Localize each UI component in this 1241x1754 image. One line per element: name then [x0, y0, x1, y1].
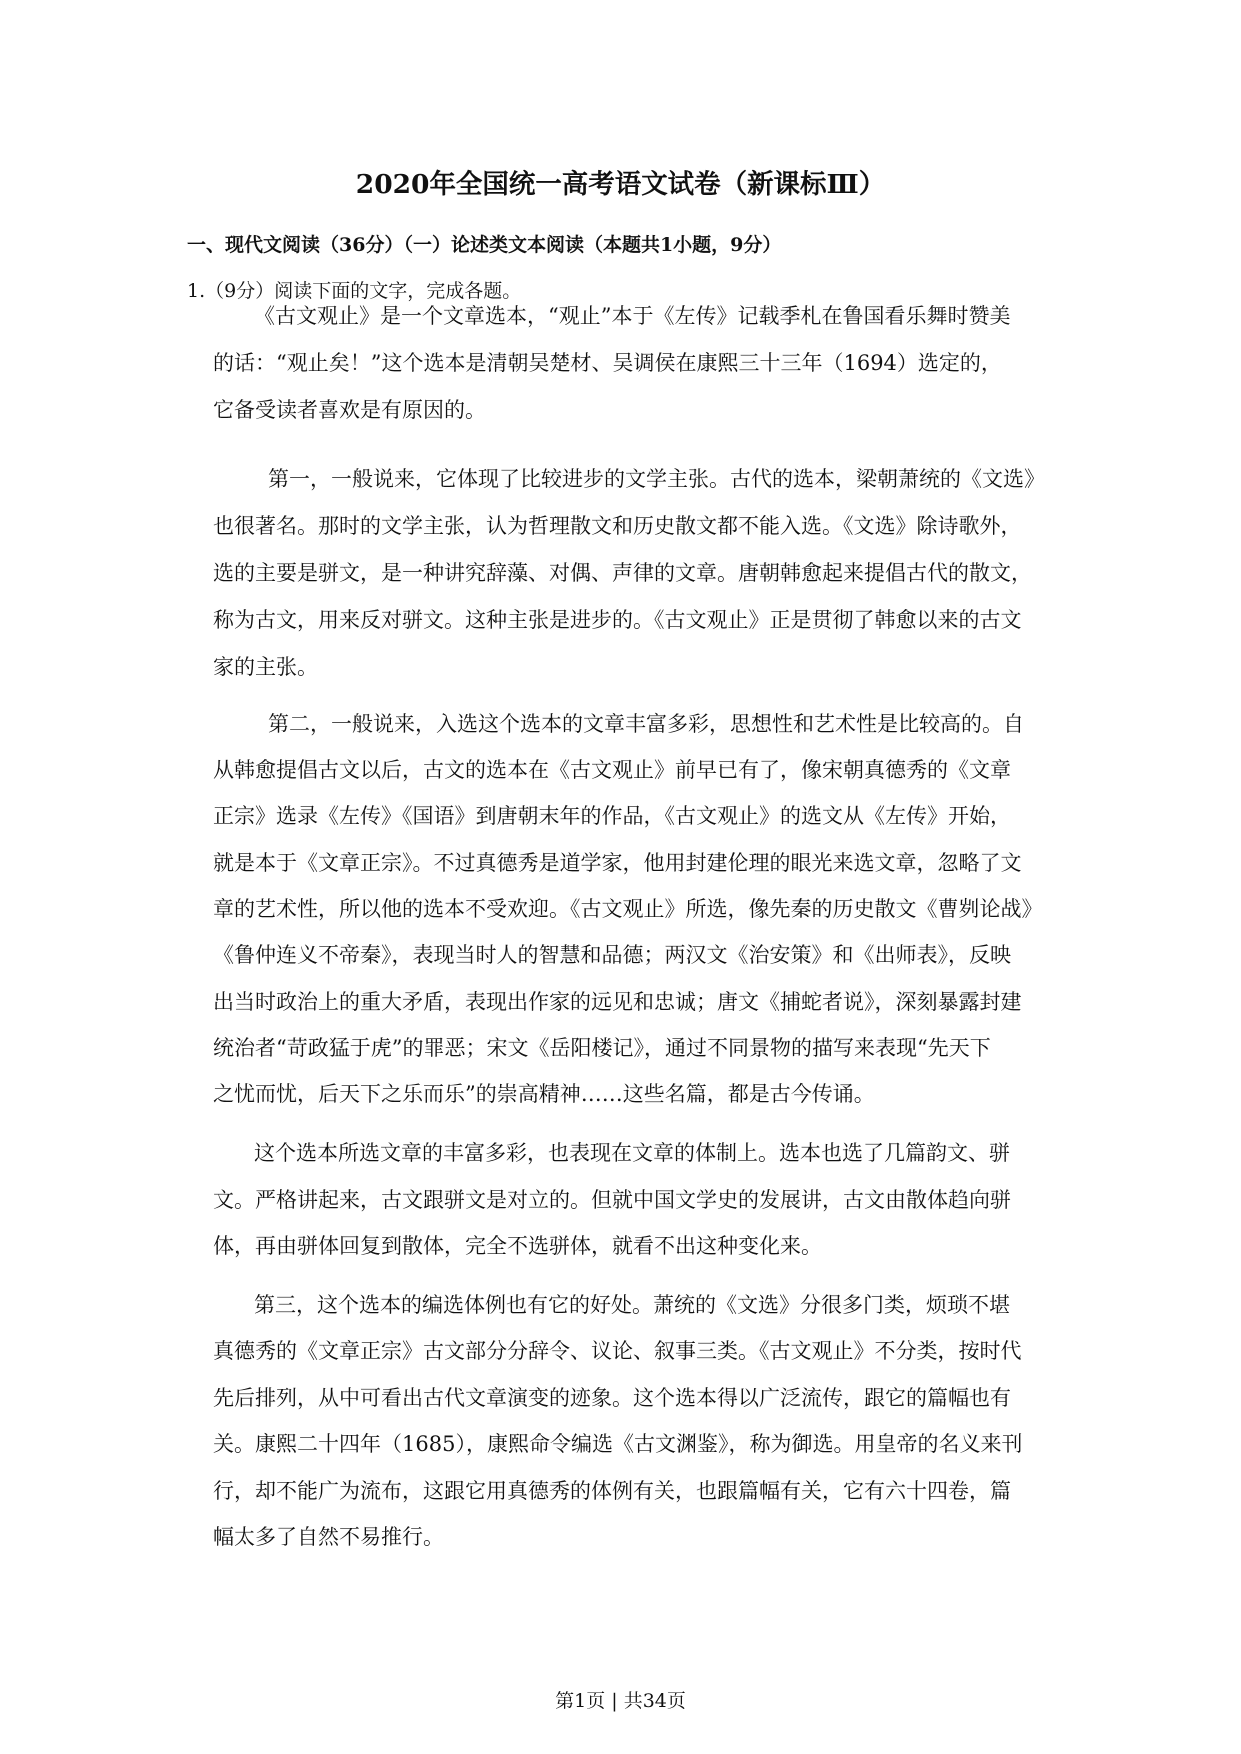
passage-line: 家的主张。 — [213, 655, 318, 679]
passage-line: 从韩愈提倡古文以后，古文的选本在《古文观止》前早已有了，像宋朝真德秀的《文章 — [213, 758, 1011, 782]
passage-line: 第一，一般说来，它体现了比较进步的文学主张。古代的选本，梁朝萧统的《文选》 — [268, 467, 1045, 491]
passage-line: 这个选本所选文章的丰富多彩，也表现在文章的体制上。选本也选了几篇韵文、骈 — [254, 1141, 1010, 1165]
passage-line: 第二，一般说来，入选这个选本的文章丰富多彩，思想性和艺术性是比较高的。自 — [268, 712, 1024, 736]
passage-line: 行，却不能广为流布，这跟它用真德秀的体例有关，也跟篇幅有关，它有六十四卷，篇 — [213, 1479, 1011, 1503]
passage-line: 出当时政治上的重大矛盾，表现出作家的远见和忠诚；唐文《捕蛇者说》，深刻暴露封建 — [213, 990, 1022, 1014]
passage-line: 选的主要是骈文，是一种讲究辞藻、对偶、声律的文章。唐朝韩愈起来提倡古代的散文， — [213, 561, 1032, 585]
passage-line: 的话：“观止矣！”这个选本是清朝吴楚材、吴调侯在康熙三十三年（1694）选定的， — [213, 351, 1002, 375]
passage-line: 它备受读者喜欢是有原因的。 — [213, 398, 486, 422]
passage-line: 称为古文，用来反对骈文。这种主张是进步的。《古文观止》正是贯彻了韩愈以来的古文 — [213, 608, 1022, 632]
passage-line: 《古文观止》是一个文章选本，“观止”本于《左传》记载季札在鲁国看乐舞时赞美 — [254, 304, 1011, 328]
page-title: 2020年全国统一高考语文试卷（新课标Ⅲ） — [355, 169, 886, 200]
passage-line: 真德秀的《文章正宗》古文部分分辞令、议论、叙事三类。《古文观止》不分类，按时代 — [213, 1339, 1022, 1363]
section-heading: 一、现代文阅读（36分）（一）论述类文本阅读（本题共1小题，9分） — [187, 234, 782, 256]
passage-line: 《鲁仲连义不帝秦》，表现当时人的智慧和品德；两汉文《治安策》和《出师表》，反映 — [213, 943, 1011, 967]
passage-line: 先后排列，从中可看出古代文章演变的迹象。这个选本得以广泛流传，跟它的篇幅也有 — [213, 1386, 1011, 1410]
passage-line: 体，再由骈体回复到散体，完全不选骈体，就看不出这种变化来。 — [213, 1234, 822, 1258]
question-prompt: 1.（9分）阅读下面的文字，完成各题。 — [187, 280, 522, 302]
passage-line: 正宗》选录《左传》《国语》到唐朝末年的作品，《古文观止》的选文从《左传》开始， — [213, 804, 1011, 828]
passage-line: 幅太多了自然不易推行。 — [213, 1525, 444, 1549]
passage-line: 文。严格讲起来，古文跟骈文是对立的。但就中国文学史的发展讲，古文由散体趋向骈 — [213, 1188, 1011, 1212]
passage-line: 也很著名。那时的文学主张，认为哲理散文和历史散文都不能入选。《文选》除诗歌外， — [213, 514, 1022, 538]
passage-line: 章的艺术性，所以他的选本不受欢迎。《古文观止》所选，像先秦的历史散文《曹刿论战》 — [213, 897, 1043, 921]
passage-line: 统治者“苛政猛于虎”的罪恶；宋文《岳阳楼记》，通过不同景物的描写来表现“先天下 — [213, 1036, 991, 1060]
passage-line: 就是本于《文章正宗》。不过真德秀是道学家，他用封建伦理的眼光来选文章，忽略了文 — [213, 851, 1022, 875]
page-footer: 第1页 | 共34页 — [555, 1690, 686, 1712]
passage-line: 第三，这个选本的编选体例也有它的好处。萧统的《文选》分很多门类，烦琐不堪 — [254, 1293, 1010, 1317]
passage-line: 之忧而忧，后天下之乐而乐”的崇高精神……这些名篇，都是古今传诵。 — [213, 1082, 875, 1106]
passage-line: 关。康熙二十四年（1685），康熙命令编选《古文渊鉴》，称为御选。用皇帝的名义来刊 — [213, 1432, 1023, 1456]
